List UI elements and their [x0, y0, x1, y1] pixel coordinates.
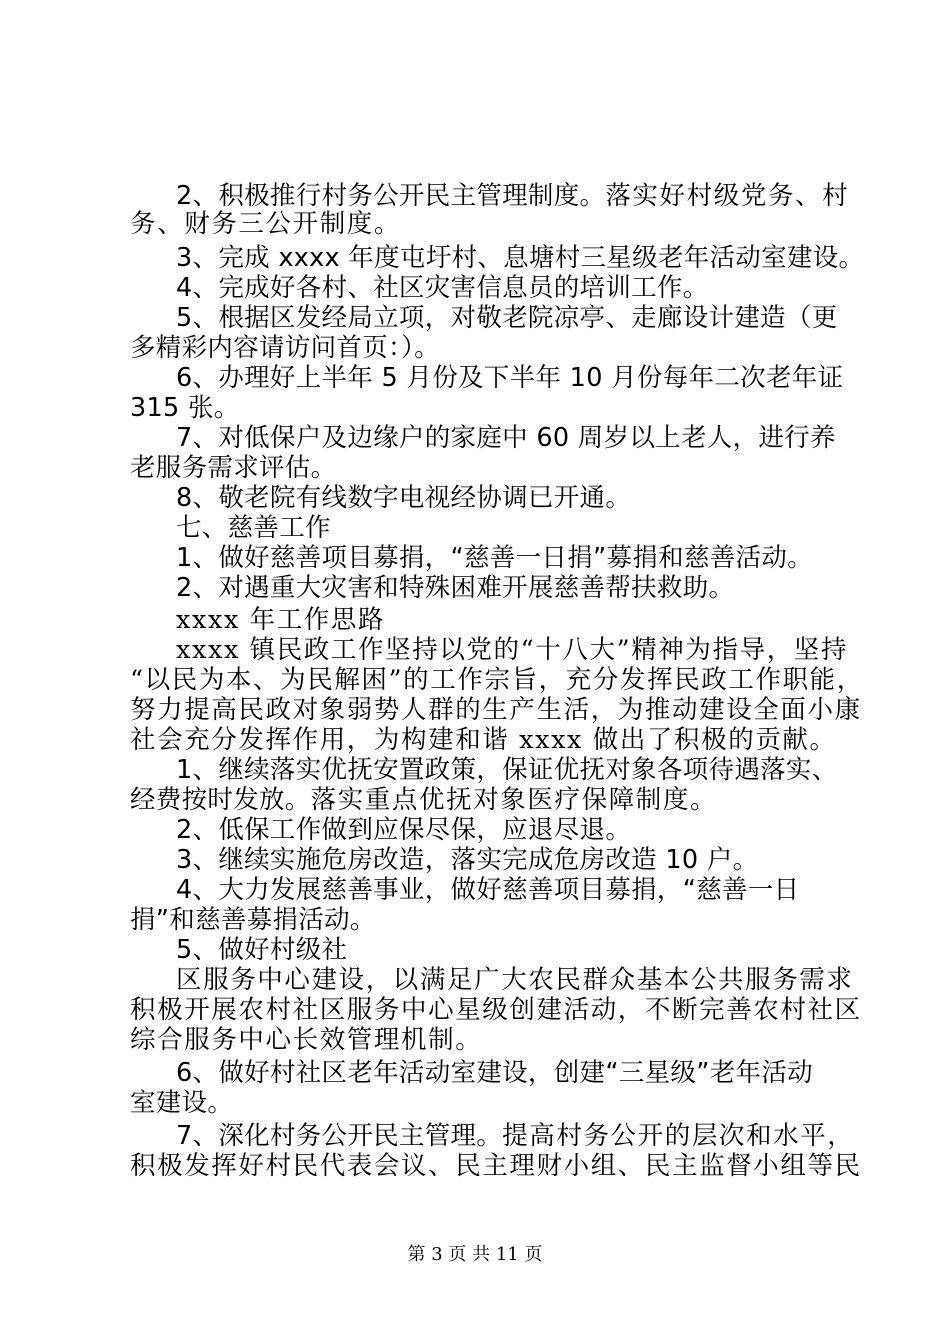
paragraph-line: 室建设。: [130, 1088, 234, 1118]
paragraph-line: 8、敬老院有线数字电视经协调已开通。: [176, 483, 632, 513]
text-run: 7、深化村务公开民主管理。: [176, 1121, 503, 1151]
paragraph-line: 5、做好村级社: [176, 935, 348, 965]
section-heading: xxxx 年工作思路: [176, 605, 386, 635]
paragraph-line: 7、对低保户及边缘户的家庭中 60 周岁以上老人，进行养: [176, 423, 836, 453]
paragraph-line: 1、继续落实优抚安置政策，保证优抚对象各项待遇落实、: [176, 755, 838, 785]
paragraph-line: 社会充分发挥作用，为构建和谐 xxxx 做出了积极的贡献。: [130, 725, 837, 755]
paragraph-line: 2、对遇重大灾害和特殊困难开展慈善帮扶救助。: [176, 573, 735, 603]
paragraph-line: 6、做好村社区老年活动室建设，创建“三星级”老年活动: [176, 1058, 813, 1088]
paragraph-line: 努力提高民政对象弱势人群的生产生活，为推动建设全面小康: [130, 695, 862, 725]
paragraph-line: 老服务需求评估。: [130, 453, 337, 483]
text-run: 落实重点优抚对象医疗保障制度。: [310, 785, 718, 815]
paragraph-line: 多精彩内容请访问首页：）。: [130, 333, 440, 363]
paragraph-line: 3、完成 xxxx 年度屯圩村、息塘村三星级老年活动室建设。: [176, 243, 865, 273]
text-run: 2、积极推行村务公开民主管理制度。: [176, 181, 606, 211]
paragraph-line: 4、大力发展慈善事业，做好慈善项目募捐，“慈善一日: [176, 875, 800, 905]
paragraph-line: 4、完成好各村、社区灾害信息员的培训工作。: [176, 273, 709, 303]
page-footer: 第 3 页 共 11 页: [407, 1244, 543, 1265]
paragraph-line: 务、财务三公开制度。: [130, 209, 402, 239]
text-run: 落实好村级党务、村: [605, 181, 850, 211]
paragraph-line: 3、继续实施危房改造，落实完成危房改造 10 户。: [176, 845, 759, 875]
paragraph-line: 6、办理好上半年 5 月份及下半年 10 月份每年二次老年证: [176, 363, 844, 393]
paragraph-line: 综合服务中心长效管理机制。: [130, 1025, 483, 1055]
paragraph-line: 捐”和慈善募捐活动。: [130, 905, 376, 935]
section-heading: 七、慈善工作: [176, 513, 331, 543]
paragraph-line: 区服务中心建设，以满足广大农民群众基本公共服务需求: [176, 965, 854, 995]
text-run: 经费按时发放。: [130, 785, 311, 815]
paragraph-line: 5、根据区发经局立项，对敬老院凉亭、走廊设计建造（更: [176, 303, 838, 333]
paragraph-line: 1、做好慈善项目募捐，“慈善一日捐”募捐和慈善活动。: [176, 543, 813, 573]
paragraph-line: “以民为本、为民解困”的工作宗旨，充分发挥民政工作职能，: [130, 665, 864, 695]
paragraph-line: xxxx 镇民政工作坚持以党的“十八大”精神为指导，坚持: [176, 635, 849, 665]
paragraph-line: 积极开展农村社区服务中心星级创建活动，不断完善农村社区: [130, 995, 862, 1025]
paragraph-line: 2、低保工作做到应保尽保，应退尽退。: [176, 815, 632, 845]
paragraph-line: 315 张。: [130, 393, 240, 423]
paragraph-line: 积极发挥好村民代表会议、民主理财小组、民主监督小组等民: [130, 1151, 862, 1181]
text-run: 提高村务公开的层次和水平，: [502, 1121, 855, 1151]
